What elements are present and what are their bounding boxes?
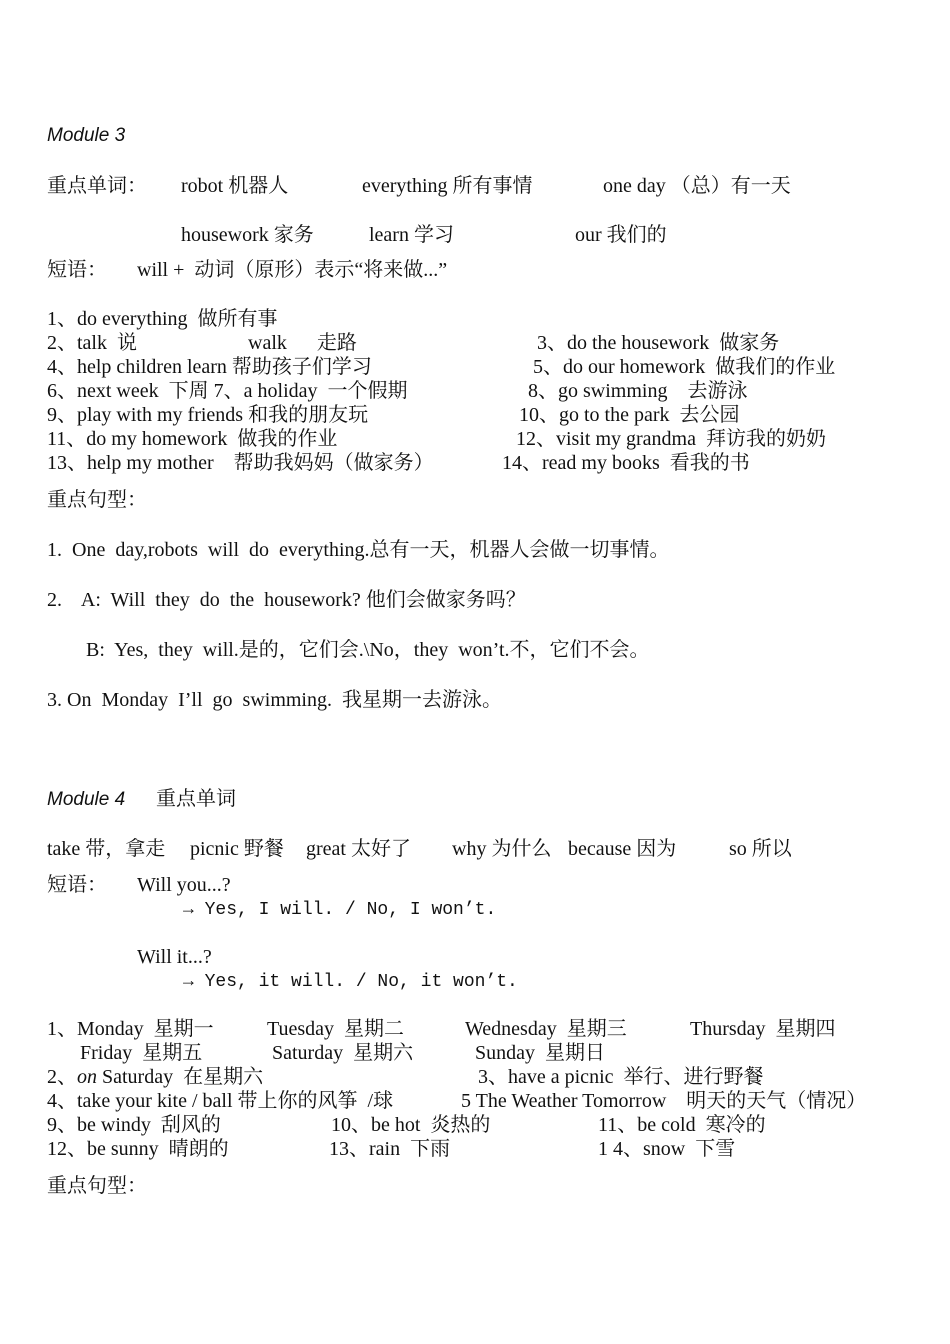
m4-day-friday: Friday 星期五 (80, 1042, 203, 1064)
m4-day-thursday: Thursday 星期四 (690, 1018, 836, 1040)
m3-phrase-rule: will + 动词（原形）表示“将来做...” (137, 259, 448, 281)
m4-question-will-you: Will you...? (137, 874, 231, 896)
m4-item-12: 12、be sunny 晴朗的 (47, 1138, 229, 1160)
m4-sentence-label: 重点句型： (47, 1175, 147, 1197)
m4-vocab-because: because 因为 (568, 838, 677, 860)
m3-phrase-5: 5、do our homework 做我们的作业 (533, 356, 836, 378)
m3-vocab-housework: housework 家务 (181, 224, 314, 246)
m4-item-2 (47, 1065, 263, 1089)
m4-item-3: 3、have a picnic 举行、进行野餐 (478, 1066, 764, 1088)
m3-sentence-2b: B: Yes, they will.是的，它们会.\No，they won’t.不，它们不会。 (86, 639, 650, 661)
m3-phrase-13: 13、help my mother 帮助我妈妈（做家务） (47, 452, 434, 474)
m4-vocab-great: great 太好了 (306, 838, 411, 860)
m3-phrase-4: 4、help children learn 帮助孩子们学习 (47, 356, 372, 378)
m4-item-14: 1 4、snow 下雪 (598, 1138, 736, 1160)
m3-phrase-2: 2、talk 说 (47, 332, 137, 354)
m4-item-2-on: on (77, 1066, 97, 1088)
m3-phrase-walk: walk 走路 (248, 332, 357, 354)
m4-vocab-label: 重点单词 (156, 788, 236, 810)
m4-answer-will-it: → Yes, it will. / No, it won’t. (183, 972, 518, 992)
m3-phrase-6-7: 6、next week 下周 7、a holiday 一个假期 (47, 380, 408, 402)
m3-phrase-14: 14、read my books 看我的书 (502, 452, 750, 474)
m3-phrase-12: 12、visit my grandma 拜访我的奶奶 (516, 428, 826, 450)
m4-item-13: 13、rain 下雨 (329, 1138, 451, 1160)
m3-vocab-everything: everything 所有事情 (362, 175, 533, 197)
m4-item-11: 11、be cold 寒冷的 (598, 1114, 766, 1136)
m3-phrase-3: 3、do the housework 做家务 (537, 332, 780, 354)
m3-sentence-3: 3. On Monday I’ll go swimming. 我星期一去游泳。 (47, 689, 502, 711)
m4-phrase-label: 短语： (47, 874, 107, 896)
m4-question-will-it: Will it...? (137, 946, 212, 968)
m3-vocab-oneday: one day （总）有一天 (603, 175, 791, 197)
m4-day-monday: 1、Monday 星期一 (47, 1018, 214, 1040)
m4-item-2-num: 2、 (47, 1066, 77, 1088)
m4-day-saturday: Saturday 星期六 (272, 1042, 414, 1064)
m4-item-2-rest: Saturday 在星期六 (97, 1066, 264, 1088)
m3-vocab-learn: learn 学习 (369, 224, 454, 246)
m3-vocab-our: our 我们的 (575, 224, 667, 246)
module3-title: Module 3 (47, 125, 126, 146)
m4-day-wednesday: Wednesday 星期三 (465, 1018, 627, 1040)
m3-phrase-8: 8、go swimming 去游泳 (528, 380, 748, 402)
m3-vocab-label: 重点单词： (47, 175, 147, 197)
m4-item-5: 5 The Weather Tomorrow 明天的天气（情况） (461, 1090, 867, 1112)
m4-vocab-so: so 所以 (729, 838, 792, 860)
m4-vocab-why: why 为什么 (452, 838, 552, 860)
m4-item-10: 10、be hot 炎热的 (331, 1114, 491, 1136)
m3-phrase-label: 短语： (47, 259, 107, 281)
m4-answer-will-you: → Yes, I will. / No, I won’t. (183, 900, 497, 920)
m4-item-9: 9、be windy 刮风的 (47, 1114, 221, 1136)
m3-sentence-label: 重点句型： (47, 489, 147, 511)
m3-sentence-1: 1. One day,robots will do everything.总有一天，机器人会做一切事情。 (47, 539, 670, 561)
m4-day-tuesday: Tuesday 星期二 (267, 1018, 405, 1040)
m4-vocab-picnic: picnic 野餐 (190, 838, 284, 860)
m3-sentence-2a: 2. A: Will they do the housework? 他们会做家务吗？ (47, 589, 526, 611)
m4-vocab-take: take 带，拿走 (47, 838, 166, 860)
module4-title: Module 4 (47, 789, 126, 810)
m3-phrase-9: 9、play with my friends 和我的朋友玩 (47, 404, 369, 426)
m3-phrase-1: 1、do everything 做所有事 (47, 308, 278, 330)
m3-vocab-robot: robot 机器人 (181, 175, 289, 197)
m3-phrase-11: 11、do my homework 做我的作业 (47, 428, 338, 450)
m4-day-sunday: Sunday 星期日 (475, 1042, 605, 1064)
m3-phrase-10: 10、go to the park 去公园 (519, 404, 740, 426)
m4-item-4: 4、take your kite / ball 带上你的风筝 /球 (47, 1090, 394, 1112)
